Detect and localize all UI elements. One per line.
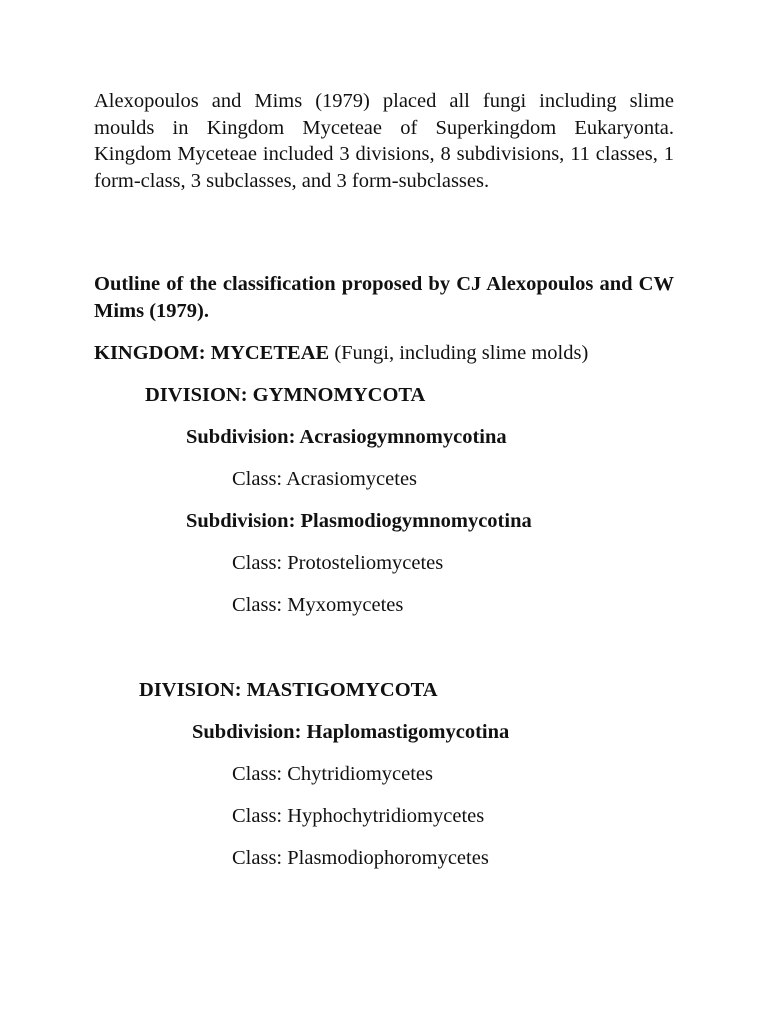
- class-chytridiomycetes: Class: Chytridiomycetes: [232, 763, 433, 785]
- subdivision-acrasiogymnomycotina: Subdivision: Acrasiogymnomycotina: [186, 426, 507, 448]
- class-myxomycetes: Class: Myxomycetes: [232, 594, 404, 616]
- kingdom-line: [94, 340, 588, 366]
- class-plasmodiophoromycetes: Class: Plasmodiophoromycetes: [232, 847, 489, 869]
- kingdom-label: KINGDOM: MYCETEAE: [94, 342, 330, 364]
- outline-heading: Outline of the classification proposed by CJ Alexopoulos and CW Mims (1979).: [94, 273, 674, 322]
- subdivision-plasmodiogymnomycotina: Subdivision: Plasmodiogymnomycotina: [186, 510, 532, 532]
- class-protosteliomycetes: Class: Protosteliomycetes: [232, 552, 444, 574]
- class-acrasiomycetes: Class: Acrasiomycetes: [232, 468, 418, 490]
- class-hyphochytridiomycetes: Class: Hyphochytridiomycetes: [232, 805, 485, 827]
- division-gymnomycota: DIVISION: GYMNOMYCOTA: [145, 384, 426, 406]
- kingdom-note: (Fungi, including slime molds): [329, 342, 589, 364]
- subdivision-haplomastigomycotina: Subdivision: Haplomastigomycotina: [192, 721, 510, 743]
- division-mastigomycota: DIVISION: MASTIGOMYCOTA: [139, 679, 438, 701]
- intro-paragraph: Alexopoulos and Mims (1979) placed all fungi including slime moulds in Kingdom Myceteae of Superkingdom Eukaryonta. Kingdom Myceteae included 3 divisions, 8 subdivisions, 11 classes, 1 form-class, 3 subclasses, and 3 form-subclasses.: [94, 90, 674, 192]
